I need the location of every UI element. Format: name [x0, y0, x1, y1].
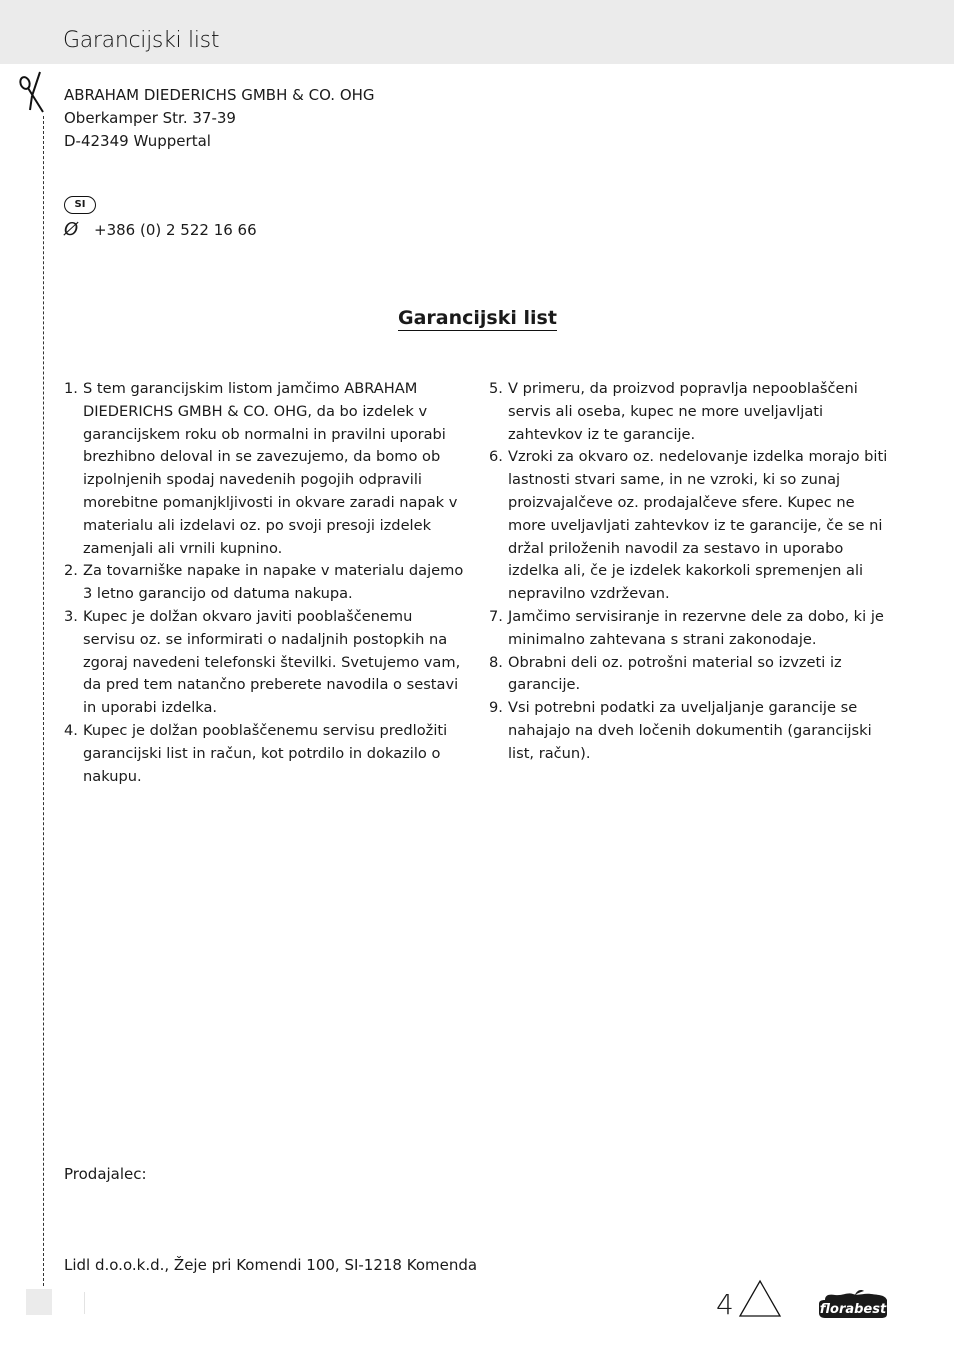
page-title: Garancijski list: [63, 28, 220, 53]
term-text: Vsi potrebni podatki za uveljaljanje garancije se nahajajo na dveh ločenih dokumentih (garancijski list, račun).: [508, 699, 872, 762]
term-number: 6.: [489, 448, 503, 466]
brand-logo: [815, 1289, 891, 1319]
term-number: 4.: [64, 721, 78, 739]
page-number: 4: [716, 1288, 734, 1321]
seller-address: Lidl d.o.o.k.d., Žeje pri Komendi 100, SI-1218 Komenda: [64, 1256, 478, 1274]
term-number: 7.: [489, 607, 503, 625]
terms-left-column: [64, 378, 466, 788]
term-number: 5.: [489, 380, 503, 397]
term-item: [64, 606, 466, 720]
company-street: Oberkamper Str. 37-39: [64, 109, 236, 127]
term-text: Za tovarniške napake in napake v materialu dajemo 3 letno garancijo od datuma nakupa.: [83, 562, 464, 603]
phone-icon: Ø: [64, 219, 79, 240]
company-city: D-42349 Wuppertal: [64, 132, 211, 150]
country-badge: SI: [64, 196, 96, 214]
term-text: V primeru, da proizvod popravlja nepooblaščeni servis ali oseba, kupec ne more uveljavljati zahtevkov iz te garancije.: [508, 380, 858, 443]
term-number: 3.: [64, 607, 78, 625]
footer-box: [26, 1289, 52, 1315]
brand-logo-text: florabest: [819, 1302, 887, 1317]
term-text: Obrabni deli oz. potrošni material so izvzeti iz garancije.: [508, 653, 842, 694]
term-item: [489, 446, 894, 606]
term-item: [64, 560, 466, 606]
term-number: 9.: [489, 699, 503, 717]
term-item: [64, 378, 466, 560]
company-address: [64, 84, 375, 153]
term-item: [489, 697, 894, 765]
term-text: Kupec je dolžan pooblaščenemu servisu predložiti garancijski list in račun, kot potrdilo in dokazilo o nakupu.: [83, 721, 448, 785]
scissors-icon: [18, 70, 48, 114]
term-item: [489, 606, 894, 652]
term-number: 2.: [64, 562, 78, 580]
term-number: 8.: [489, 653, 503, 671]
term-text: Jamčimo servisiranje in rezervne dele za dobo, ki je minimalno zahtevana s strani zakonodaje.: [508, 607, 884, 648]
term-item: [64, 720, 466, 788]
term-text: Vzroki za okvaro oz. nedelovanje izdelka morajo biti lastnosti stvari same, in ne vzroki, ki so zunaj proizvajalčeve oz. prodajalčeve sfere. Kupec ne more uveljavljati zahtevkov iz te garancije, če se ni držal priloženih navodil za sestavo in uporabo izdelka ali, če je izdelek kakorkoli spremenjen ali nepravilno vzdrževan.: [508, 448, 888, 603]
phone-number: +386 (0) 2 522 16 66: [94, 221, 257, 239]
footer-divider: [84, 1292, 85, 1314]
company-name: ABRAHAM DIEDERICHS GMBH & CO. OHG: [64, 86, 375, 104]
term-text: S tem garancijskim listom jamčimo ABRAHAM DIEDERICHS GMBH & CO. OHG, da bo izdelek v garancijskem roku ob normalni in pravilni uporabi brezhibno deloval in se zavezujemo, da bomo ob izpolnjenih spodaj navedenih pogojih odpravili morebitne pomanjkljivosti in okvare zaradi napak v materialu ali izdelavi oz. po svoji presoji izdelek zamenjali ali vrnili kupnino.: [83, 380, 458, 557]
term-number: 1.: [64, 380, 78, 397]
term-item: [489, 378, 894, 446]
term-text: Kupec je dolžan okvaro javiti pooblaščenemu servisu oz. se informirati o nadaljnih postopkih na zgoraj navedeni telefonski številki. Svetujemo vam, da pred tem natančno preberete navodila o sestavi in uporabi izdelka.: [83, 607, 461, 717]
warning-triangle-icon: [738, 1279, 782, 1318]
seller-label: Prodajalec:: [64, 1165, 147, 1183]
section-heading: Garancijski list: [398, 307, 557, 329]
terms-right-column: [489, 378, 894, 766]
cut-line: [43, 116, 44, 1286]
term-item: [489, 652, 894, 698]
phone-row: [64, 219, 257, 241]
